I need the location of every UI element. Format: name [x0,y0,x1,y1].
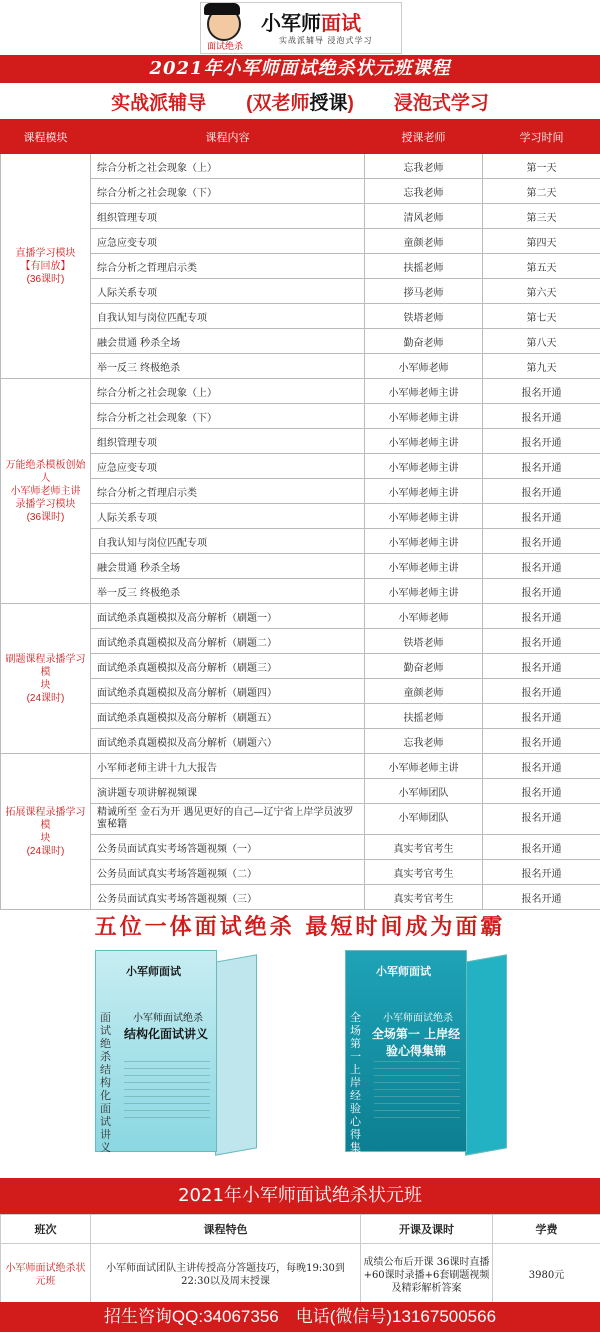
lesson-content: 综合分析之哲理启示类 [91,254,365,279]
class-header-fee: 学费 [493,1215,600,1244]
lesson-content: 精诚所至 金石为开 遇见更好的自己—辽宁省上岸学员波罗蜜秘籍 [91,804,365,835]
table-row [1,379,600,404]
book-title: 全场第一 上岸经验心得集锦 [371,1027,461,1058]
tagline [0,83,600,119]
table-row [1,804,600,835]
table-row [1,654,600,679]
table-row [1,479,600,504]
lesson-time: 报名开通 [483,504,600,529]
module-name [1,754,91,910]
lesson-content: 面试绝杀真题模拟及高分解析（刷题二） [91,629,365,654]
lesson-time: 报名开通 [483,404,600,429]
class-header-schedule: 开课及课时 [361,1215,493,1244]
lesson-content: 综合分析之哲理启示类 [91,479,365,504]
lesson-time: 报名开通 [483,885,600,910]
lesson-teacher: 童颜老师 [365,679,483,704]
lesson-content: 自我认知与岗位匹配专项 [91,304,365,329]
lesson-time: 报名开通 [483,479,600,504]
logo-area [0,0,600,55]
course-banner: 2021年小军师面试绝杀状元班课程 [0,55,600,83]
lesson-content: 自我认知与岗位匹配专项 [91,529,365,554]
tagline-mid-pre: (双老师 [246,92,310,114]
lesson-teacher: 小军师老师主讲 [365,554,483,579]
class-name: 小军师面试绝杀状元班 [1,1244,91,1307]
class-table [0,1214,600,1307]
lesson-time: 报名开通 [483,654,600,679]
promo-title: 五位一体面试绝杀 最短时间成为面霸 [94,914,506,940]
lesson-time: 报名开通 [483,604,600,629]
lesson-time: 报名开通 [483,754,600,779]
table-row [1,504,600,529]
lesson-teacher: 小军师老师主讲 [365,529,483,554]
module-name-line: 块 [40,679,51,691]
book-side [215,954,257,1155]
table-row [1,835,600,860]
table-row [1,279,600,304]
lesson-content: 面试绝杀真题模拟及高分解析（刷题六） [91,729,365,754]
book-subtitle: 小军师面试绝杀 [133,1013,203,1024]
lesson-content: 组织管理专项 [91,429,365,454]
module-name-line: 万能绝杀模板创始人 [5,459,86,484]
lesson-teacher: 小军师老师主讲 [365,404,483,429]
lesson-content: 公务员面试真实考场答题视频（三） [91,885,365,910]
book-brand: 小军师面试 [126,965,181,978]
book-spine-text: 全场第一上岸经验心得集锦 [350,1011,361,1167]
lesson-content: 演讲题专项讲解视频课 [91,779,365,804]
class-feature: 小军师面试团队主讲传授高分答题技巧，每晚19:30到22:30以及周末授课 [91,1244,361,1307]
class-header-row [1,1215,600,1244]
book-title: 结构化面试讲义 [123,1027,208,1041]
lesson-time: 第二天 [483,179,600,204]
lesson-teacher: 忘我老师 [365,154,483,179]
lesson-teacher: 小军师老师主讲 [365,579,483,604]
table-row [1,529,600,554]
lesson-content: 小军师老师主讲十九大报告 [91,754,365,779]
lesson-teacher: 小军师老师主讲 [365,429,483,454]
header-teacher: 授课老师 [365,120,483,154]
lesson-time: 第一天 [483,154,600,179]
table-row [1,329,600,354]
lesson-time: 报名开通 [483,454,600,479]
tagline-mid-bold: 授课 [309,92,348,114]
tagline-mid [246,88,354,115]
lesson-teacher: 小军师老师主讲 [365,379,483,404]
lesson-teacher: 忘我老师 [365,729,483,754]
header-time: 学习时间 [483,120,600,154]
table-row [1,204,600,229]
lesson-time: 报名开通 [483,704,600,729]
logo-subtitle: 实战派辅导 浸泡式学习 [279,36,373,45]
module-name [1,154,91,379]
table-row [1,179,600,204]
lesson-content: 面试绝杀真题模拟及高分解析（刷题四） [91,679,365,704]
table-row [1,860,600,885]
module-name [1,604,91,754]
lesson-teacher: 真实考官考生 [365,885,483,910]
lesson-content: 举一反三 终极绝杀 [91,354,365,379]
table-row [1,554,600,579]
table-row [1,579,600,604]
module-name-line: 【有回放】 [20,260,71,272]
lesson-content: 人际关系专项 [91,504,365,529]
class-banner: 2021年小军师面试绝杀状元班 [0,1178,600,1214]
table-row [1,729,600,754]
book-text-lines [374,1061,460,1121]
lesson-time: 报名开通 [483,779,600,804]
lesson-content: 融会贯通 秒杀全场 [91,554,365,579]
table-row [1,254,600,279]
lesson-time: 报名开通 [483,554,600,579]
book-lecture-notes [95,950,255,1165]
tagline-left: 实战派辅导 [111,91,207,114]
table-row [1,779,600,804]
module-name-line: (24课时) [26,692,65,704]
logo [200,2,402,54]
module-name-line: (24课时) [26,845,65,857]
schedule-header-row [1,120,600,154]
lesson-teacher: 勤奋老师 [365,329,483,354]
lesson-teacher: 拶马老师 [365,279,483,304]
lesson-time: 第五天 [483,254,600,279]
lesson-teacher: 小军师老师主讲 [365,454,483,479]
lesson-time: 第六天 [483,279,600,304]
lesson-teacher: 铁塔老师 [365,304,483,329]
module-name-line: 录播学习模块 [15,498,76,510]
lesson-time: 第九天 [483,354,600,379]
table-row [1,604,600,629]
book-brand: 小军师面试 [376,965,431,978]
lesson-teacher: 扶摇老师 [365,254,483,279]
lesson-time: 报名开通 [483,835,600,860]
table-row [1,354,600,379]
lesson-content: 综合分析之社会现象（下） [91,179,365,204]
lesson-teacher: 小军师老师 [365,354,483,379]
lesson-teacher: 小军师团队 [365,804,483,835]
lesson-teacher: 勤奋老师 [365,654,483,679]
lesson-teacher: 清风老师 [365,204,483,229]
lesson-content: 公务员面试真实考场答题视频（一） [91,835,365,860]
mascot-hat-icon [204,3,240,15]
table-row [1,454,600,479]
table-row [1,679,600,704]
book-experience [345,950,505,1165]
lesson-content: 举一反三 终极绝杀 [91,579,365,604]
lesson-time: 第四天 [483,229,600,254]
lesson-time: 报名开通 [483,579,600,604]
logo-seal: 面试绝杀 [207,42,244,52]
lesson-teacher: 小军师老师主讲 [365,479,483,504]
lesson-time: 报名开通 [483,679,600,704]
module-name-line: 直播学习模块 [15,247,76,259]
table-row [1,154,600,179]
lesson-content: 融会贯通 秒杀全场 [91,329,365,354]
book-side [465,954,507,1155]
lesson-teacher: 小军师老师主讲 [365,754,483,779]
contact-bar: 招生咨询QQ:34067356 电话(微信号)13167500566 [0,1302,600,1332]
logo-title-red: 面试 [321,11,361,35]
module-name [1,379,91,604]
tagline-right: 浸泡式学习 [393,91,489,114]
schedule-body [1,154,600,910]
lesson-time: 第七天 [483,304,600,329]
lesson-teacher: 童颜老师 [365,229,483,254]
module-name-line: 刷题课程录播学习模 [5,653,86,678]
module-name-line: 块 [40,832,51,844]
table-row [1,754,600,779]
book-text-lines [124,1061,210,1121]
lesson-time: 报名开通 [483,629,600,654]
lesson-teacher: 真实考官考生 [365,860,483,885]
lesson-teacher: 扶摇老师 [365,704,483,729]
lesson-teacher: 小军师团队 [365,779,483,804]
lesson-time: 报名开通 [483,729,600,754]
class-header-feature: 课程特色 [91,1215,361,1244]
module-name-line: (36课时) [26,273,65,285]
class-row [1,1244,600,1307]
module-name-line: 小军师老师主讲 [10,485,81,497]
table-row [1,885,600,910]
table-row [1,229,600,254]
class-schedule: 成绩公布后开课 36课时直播+60课时录播+6套刷题视频及精彩解析答案 [361,1244,493,1307]
module-name-line: 拓展课程录播学习模 [5,806,86,831]
header-module: 课程模块 [1,120,91,154]
lesson-time: 报名开通 [483,860,600,885]
lesson-time: 第三天 [483,204,600,229]
lesson-content: 面试绝杀真题模拟及高分解析（刷题一） [91,604,365,629]
lesson-content: 综合分析之社会现象（上） [91,379,365,404]
book-spine-text: 面试绝杀 结构化面试讲义 [100,1011,111,1154]
lesson-content: 综合分析之社会现象（上） [91,154,365,179]
module-name-line: (36课时) [26,511,65,523]
book-cover [345,950,467,1167]
lesson-time: 报名开通 [483,379,600,404]
table-row [1,629,600,654]
lesson-content: 面试绝杀真题模拟及高分解析（刷题五） [91,704,365,729]
lesson-time: 第八天 [483,329,600,354]
header-content: 课程内容 [91,120,365,154]
lesson-content: 人际关系专项 [91,279,365,304]
table-row [1,404,600,429]
lesson-time: 报名开通 [483,429,600,454]
lesson-time: 报名开通 [483,529,600,554]
lesson-teacher: 铁塔老师 [365,629,483,654]
book-subtitle: 小军师面试绝杀 [383,1013,453,1024]
lesson-teacher: 真实考官考生 [365,835,483,860]
tagline-mid-post: ) [347,92,354,114]
lesson-teacher: 小军师老师 [365,604,483,629]
lesson-content: 公务员面试真实考场答题视频（二） [91,860,365,885]
lesson-time: 报名开通 [483,804,600,835]
logo-title-black: 小军师 [261,11,321,35]
lesson-content: 应急应变专项 [91,454,365,479]
lesson-content: 综合分析之社会现象（下） [91,404,365,429]
table-row [1,304,600,329]
class-header-name: 班次 [1,1215,91,1244]
lesson-teacher: 小军师老师主讲 [365,504,483,529]
book-cover [95,950,217,1152]
logo-title [261,7,361,36]
schedule-table [0,119,600,910]
lesson-content: 面试绝杀真题模拟及高分解析（刷题三） [91,654,365,679]
lesson-content: 组织管理专项 [91,204,365,229]
class-fee: 3980元 [493,1244,600,1307]
table-row [1,704,600,729]
table-row [1,429,600,454]
lesson-teacher: 忘我老师 [365,179,483,204]
lesson-content: 应急应变专项 [91,229,365,254]
